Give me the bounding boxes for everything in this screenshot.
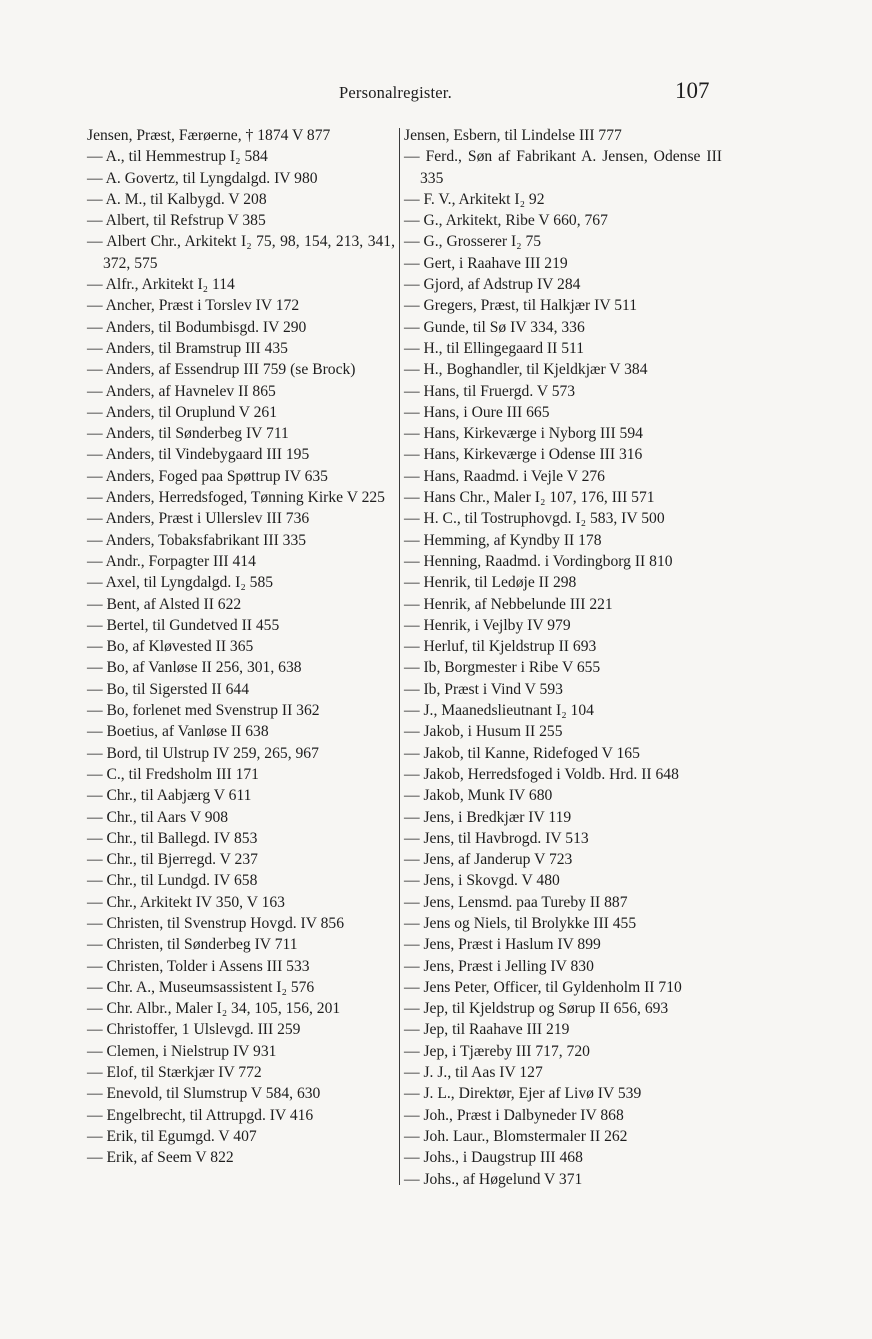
page-number: 107 — [675, 78, 710, 103]
index-entry: — Erik, af Seem V 822 — [87, 1149, 234, 1167]
index-entry: — Hans, Kirkeværge i Odense III 316 — [404, 446, 643, 464]
index-entry: — F. V., Arkitekt I₂ 92 — [404, 190, 545, 208]
index-entry: — Bo, af Kløvested II 365 — [87, 638, 254, 656]
index-entry: — Chr., til Ballegd. IV 853 — [87, 829, 258, 847]
index-entry: — Enevold, til Slumstrup V 584, 630 — [87, 1085, 321, 1103]
index-entry: — Henrik, af Nebbelunde III 221 — [404, 595, 613, 613]
index-entry: — Chr., til Aabjærg V 611 — [87, 787, 252, 805]
index-entry: — G., Grosserer I₂ 75 — [404, 233, 542, 251]
index-entry: — J. J., til Aas IV 127 — [404, 1064, 543, 1082]
index-entry: — Jens og Niels, til Brolykke III 455 — [404, 914, 637, 932]
index-entry: — A., til Hemmestrup I₂ 584 — [87, 148, 268, 166]
index-entry: — Albert, til Refstrup V 385 — [87, 212, 266, 230]
index-entry: — Gunde, til Sø IV 334, 336 — [404, 318, 585, 336]
index-entry: — Bent, af Alsted II 622 — [87, 595, 242, 613]
index-entry: — Gregers, Præst, til Halkjær IV 511 — [404, 297, 638, 315]
index-entry: — Gert, i Raahave III 219 — [404, 254, 568, 272]
running-title: Personalregister. — [339, 83, 452, 102]
index-entry: — Anders, Præst i Ullerslev III 736 — [87, 510, 310, 528]
index-entry: — Engelbrecht, til Attrupgd. IV 416 — [87, 1106, 314, 1124]
index-entry: — Jens, af Janderup V 723 — [404, 851, 573, 869]
index-entry: — Chr., til Aars V 908 — [87, 808, 229, 826]
index-entry: — Jens, Præst i Haslum IV 899 — [404, 936, 601, 954]
index-entry: Jensen, Præst, Færøerne, † 1874 V 877 — [87, 127, 331, 144]
page-header — [0, 78, 872, 112]
index-entry: — Jep, i Tjæreby III 717, 720 — [404, 1042, 590, 1060]
index-entry: — Gjord, af Adstrup IV 284 — [404, 276, 581, 294]
index-entry: — Anders, Herredsfoged, Tønning Kirke V 225 — [87, 489, 385, 507]
index-entry: — Anders, til Oruplund V 261 — [87, 403, 278, 421]
index-entry: — Johs., i Daugstrup III 468 — [404, 1149, 583, 1167]
index-entry: — Bord, til Ulstrup IV 259, 265, 967 — [87, 744, 319, 762]
index-entry: — Ancher, Præst i Torslev IV 172 — [87, 297, 300, 315]
index-entry: — Anders, til Sønderbeg IV 711 — [87, 425, 289, 443]
index-entry: — Ferd., Søn af Fabrikant A. Jensen, Odense III 335 — [404, 148, 722, 187]
column-divider — [399, 128, 400, 1185]
index-entry: — Ib, Borgmester i Ribe V 655 — [404, 659, 601, 677]
index-entry: — Christoffer, 1 Ulslevgd. III 259 — [87, 1021, 301, 1039]
index-entry: — Clemen, i Nielstrup IV 931 — [87, 1042, 277, 1060]
index-entry: — A. M., til Kalbygd. V 208 — [87, 190, 267, 208]
index-entry: — Joh. Laur., Blomstermaler II 262 — [404, 1127, 628, 1145]
index-entry: — Joh., Præst i Dalbyneder IV 868 — [404, 1106, 624, 1124]
index-entry: — Jens, til Havbrogd. IV 513 — [404, 829, 589, 847]
index-entry: — Jens, i Skovgd. V 480 — [404, 872, 560, 890]
index-entry: — J., Maanedslieutnant I₂ 104 — [404, 702, 594, 720]
index-entry: — Hans Chr., Maler I₂ 107, 176, III 571 — [404, 489, 655, 507]
index-entry: Jensen, Esbern, til Lindelse III 777 — [404, 127, 622, 144]
index-entry: — J. L., Direktør, Ejer af Livø IV 539 — [404, 1085, 642, 1103]
index-entry: — Anders, Tobaksfabrikant III 335 — [87, 531, 307, 549]
index-entry: — Henrik, til Ledøje II 298 — [404, 574, 577, 592]
index-entry: — H., til Ellingegaard II 511 — [404, 339, 585, 357]
index-column-right — [404, 125, 722, 1190]
index-entry: — Jens, i Bredkjær IV 119 — [404, 808, 572, 826]
index-entry: — Johs., af Høgelund V 371 — [404, 1170, 583, 1188]
index-entry: — Jep, til Raahave III 219 — [404, 1021, 570, 1039]
index-entry: — H. C., til Tostruphovgd. I₂ 583, IV 500 — [404, 510, 665, 528]
index-entry: — Henrik, i Vejlby IV 979 — [404, 616, 571, 634]
index-entry: — Hans, Kirkeværge i Nyborg III 594 — [404, 425, 643, 443]
index-entry: — Anders, til Vindebygaard III 195 — [87, 446, 310, 464]
index-entry: — Axel, til Lyngdalgd. I₂ 585 — [87, 574, 274, 592]
index-entry: — Chr., til Lundgd. IV 658 — [87, 872, 258, 890]
index-entry: — Bertel, til Gundetved II 455 — [87, 616, 280, 634]
index-entry: — Boetius, af Vanløse II 638 — [87, 723, 269, 741]
index-entry: — Bo, af Vanløse II 256, 301, 638 — [87, 659, 302, 677]
index-entry: — Ib, Præst i Vind V 593 — [404, 680, 563, 698]
index-entry: — Jakob, Herredsfoged i Voldb. Hrd. II 648 — [404, 765, 679, 783]
index-entry: — Bo, forlenet med Svenstrup II 362 — [87, 702, 320, 720]
index-entry: — Anders, af Havnelev II 865 — [87, 382, 276, 400]
index-entry: — Andr., Forpagter III 414 — [87, 552, 256, 570]
index-entry: — Hans, i Oure III 665 — [404, 403, 550, 421]
index-entry: — Chr. Albr., Maler I₂ 34, 105, 156, 201 — [87, 1000, 341, 1018]
index-entry: — Jens, Præst i Jelling IV 830 — [404, 957, 594, 975]
index-column-left — [87, 125, 395, 1169]
index-entry: — Henning, Raadmd. i Vordingborg II 810 — [404, 552, 673, 570]
index-entry: — Albert Chr., Arkitekt I₂ 75, 98, 154, 213, 341, 372, 575 — [87, 233, 395, 272]
index-entry: — Erik, til Egumgd. V 407 — [87, 1127, 257, 1145]
index-entry: — Christen, Tolder i Assens III 533 — [87, 957, 310, 975]
index-entry: — Chr., Arkitekt IV 350, V 163 — [87, 893, 285, 911]
index-entry: — H., Boghandler, til Kjeldkjær V 384 — [404, 361, 648, 379]
index-entry: — Bo, til Sigersted II 644 — [87, 680, 249, 698]
index-entry: — G., Arkitekt, Ribe V 660, 767 — [404, 212, 608, 230]
index-entry: — Anders, af Essendrup III 759 (se Brock) — [87, 361, 356, 379]
index-entry: — A. Govertz, til Lyngdalgd. IV 980 — [87, 169, 318, 187]
index-entry: — Christen, til Sønderbeg IV 711 — [87, 936, 298, 954]
index-entry: — Anders, Foged paa Spøttrup IV 635 — [87, 467, 328, 485]
index-entry: — Hemming, af Kyndby II 178 — [404, 531, 602, 549]
index-entry: — Hans, til Fruergd. V 573 — [404, 382, 576, 400]
index-entry: — Anders, til Bramstrup III 435 — [87, 339, 288, 357]
index-entry: — Jens, Lensmd. paa Tureby II 887 — [404, 893, 628, 911]
index-entry: — Anders, til Bodumbisgd. IV 290 — [87, 318, 307, 336]
index-entry: — Jakob, Munk IV 680 — [404, 787, 553, 805]
index-entry: — C., til Fredsholm III 171 — [87, 765, 259, 783]
index-entry: — Elof, til Stærkjær IV 772 — [87, 1064, 262, 1082]
index-entry: — Chr. A., Museumsassistent I₂ 576 — [87, 978, 315, 996]
index-entry: — Hans, Raadmd. i Vejle V 276 — [404, 467, 605, 485]
index-entry: — Christen, til Svenstrup Hovgd. IV 856 — [87, 914, 345, 932]
index-entry: — Jakob, i Husum II 255 — [404, 723, 563, 741]
index-entry: — Herluf, til Kjeldstrup II 693 — [404, 638, 597, 656]
index-entry: — Jens Peter, Officer, til Gyldenholm II 710 — [404, 978, 682, 996]
index-entry: — Jakob, til Kanne, Ridefoged V 165 — [404, 744, 640, 762]
index-entry: — Jep, til Kjeldstrup og Sørup II 656, 693 — [404, 1000, 669, 1018]
index-entry: — Alfr., Arkitekt I₂ 114 — [87, 276, 235, 294]
index-entry: — Chr., til Bjerregd. V 237 — [87, 851, 258, 869]
